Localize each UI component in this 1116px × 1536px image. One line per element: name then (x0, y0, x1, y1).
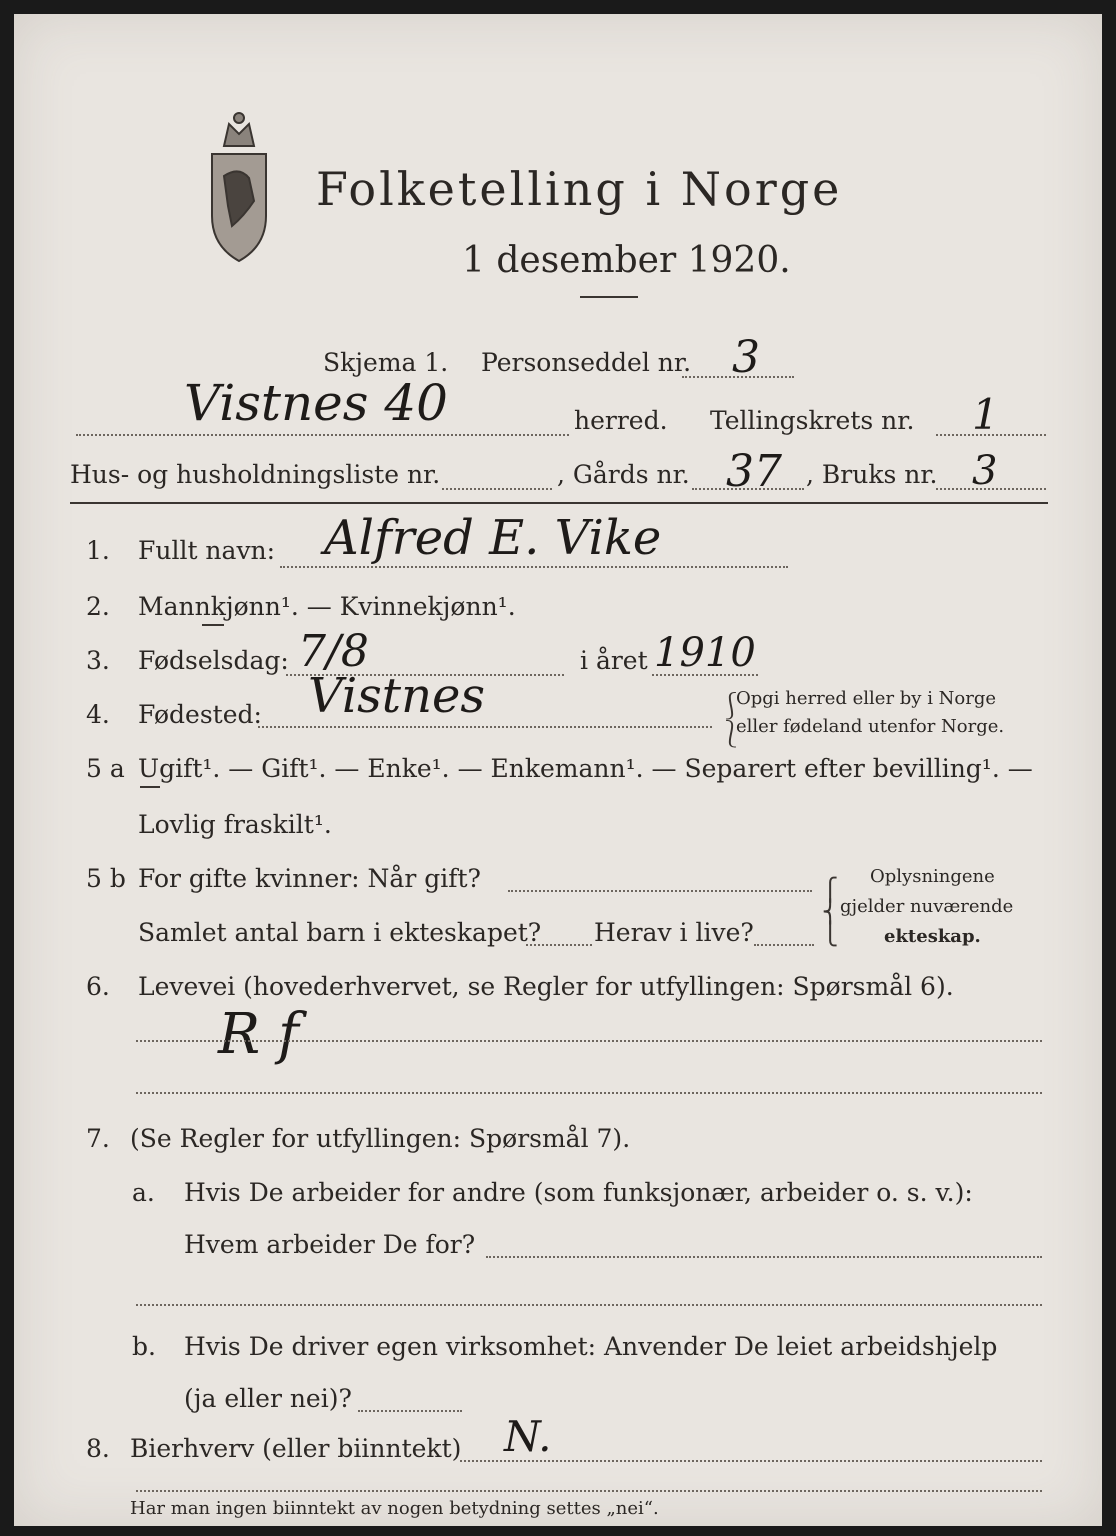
q5b-number: 5 b (86, 864, 126, 893)
children-alive-label: Herav i live? (594, 918, 754, 947)
marriage-note-line3: ekteskap. (884, 926, 981, 947)
q7-label: (Se Regler for utfyllingen: Spørsmål 7). (130, 1124, 631, 1153)
footer-note: Har man ingen biinntekt av nogen betydning settes „nei“. (130, 1498, 659, 1519)
q7b-line2: (ja eller nei)? (184, 1384, 352, 1413)
q6-label: Levevei (hovederhvervet, se Regler for utfyllingen: Spørsmål 6). (138, 972, 954, 1001)
header-divider (70, 502, 1048, 504)
schema-label: Skjema 1. (323, 348, 449, 377)
tellingskrets-label: Tellingskrets nr. (710, 406, 915, 435)
q4-number: 4. (86, 700, 110, 729)
occupation-field-line1[interactable] (136, 1040, 1042, 1042)
marital-status-options-line2[interactable]: Lovlig fraskilt¹. (138, 810, 332, 839)
sex-options[interactable]: Mannkjønn¹. — Kvinnekjønn¹. (138, 592, 516, 621)
side-income-value: N. (504, 1412, 552, 1461)
marriage-note-line2: gjelder nuværende (840, 896, 1014, 917)
q7-number: 7. (86, 1124, 110, 1153)
ugift-underline (140, 786, 160, 788)
personseddel-value: 3 (732, 332, 760, 383)
married-when-label: For gifte kvinner: Når gift? (138, 864, 481, 893)
birthplace-note-line2: eller fødeland utenfor Norge. (736, 716, 1005, 737)
census-date: 1 desember 1920. (462, 240, 791, 281)
birthplace-note-brace: ⎰ (718, 692, 745, 722)
marital-status-options[interactable]: Ugift¹. — Gift¹. — Enke¹. — Enkemann¹. — Separert efter bevilling¹. — (138, 754, 1033, 783)
birthplace-value: Vistnes (308, 668, 486, 724)
title-divider (580, 296, 638, 298)
birth-year-value: 1910 (654, 630, 756, 676)
q7b-letter: b. (132, 1332, 156, 1361)
employer-field[interactable] (486, 1256, 1042, 1258)
q6-number: 6. (86, 972, 110, 1001)
gards-value: 37 (726, 446, 782, 497)
birthplace-note-brace-lower: ⎱ (718, 720, 745, 750)
occupation-field-line2[interactable] (136, 1092, 1042, 1094)
bruks-value: 3 (972, 448, 998, 494)
q7b-line1: Hvis De driver egen virksomhet: Anvender De leiet arbeidshjelp (184, 1332, 998, 1361)
q3-number: 3. (86, 646, 110, 675)
q7a-letter: a. (132, 1178, 155, 1207)
q1-number: 1. (86, 536, 110, 565)
census-form-page (14, 14, 1102, 1526)
hired-help-field[interactable] (358, 1410, 462, 1412)
household-list-field[interactable] (442, 488, 552, 490)
q2-number: 2. (86, 592, 110, 621)
q8-number: 8. (86, 1434, 110, 1463)
full-name-value: Alfred E. Vike (324, 510, 662, 566)
tellingskrets-value: 1 (972, 390, 999, 439)
herred-label: herred. (574, 406, 668, 435)
married-when-field[interactable] (508, 890, 812, 892)
bruks-label: , Bruks nr. (806, 460, 938, 489)
occupation-value: R f (218, 1002, 299, 1067)
birthday-value: 7/8 (298, 626, 369, 677)
household-list-label: Hus- og husholdningsliste nr. (70, 460, 441, 489)
children-alive-field[interactable] (754, 944, 814, 946)
q1-label: Fullt navn: (138, 536, 276, 565)
full-name-field[interactable] (280, 566, 788, 568)
marriage-note-line1: Oplysningene (870, 866, 995, 887)
marriage-note-brace: ⎧ ⎨ ⎩ (822, 878, 839, 947)
q7a-line2: Hvem arbeider De for? (184, 1230, 476, 1259)
form-title: Folketelling i Norge (316, 162, 843, 216)
q7a-line1: Hvis De arbeider for andre (som funksjonær, arbeider o. s. v.): (184, 1178, 973, 1207)
herred-field[interactable] (76, 434, 569, 436)
children-total-label: Samlet antal barn i ekteskapet? (138, 918, 542, 947)
q8-label: Bierhverv (eller biinntekt) (130, 1434, 462, 1463)
birth-year-label: i året (580, 646, 648, 675)
q5a-number: 5 a (86, 754, 125, 783)
q4-label: Fødested: (138, 700, 262, 729)
children-total-field[interactable] (526, 944, 592, 946)
birthplace-note-line1: Opgi herred eller by i Norge (736, 688, 997, 709)
birthplace-field[interactable] (258, 726, 712, 728)
gards-label: , Gårds nr. (557, 460, 690, 489)
employer-field-line2[interactable] (136, 1304, 1042, 1306)
herred-value: Vistnes 40 (184, 374, 448, 432)
personseddel-label: Personseddel nr. (481, 348, 692, 377)
norwegian-coat-of-arms-icon (194, 106, 284, 266)
side-income-field-line2[interactable] (136, 1490, 1042, 1492)
q3-label: Fødselsdag: (138, 646, 289, 675)
mannkjonn-underline (202, 624, 224, 626)
